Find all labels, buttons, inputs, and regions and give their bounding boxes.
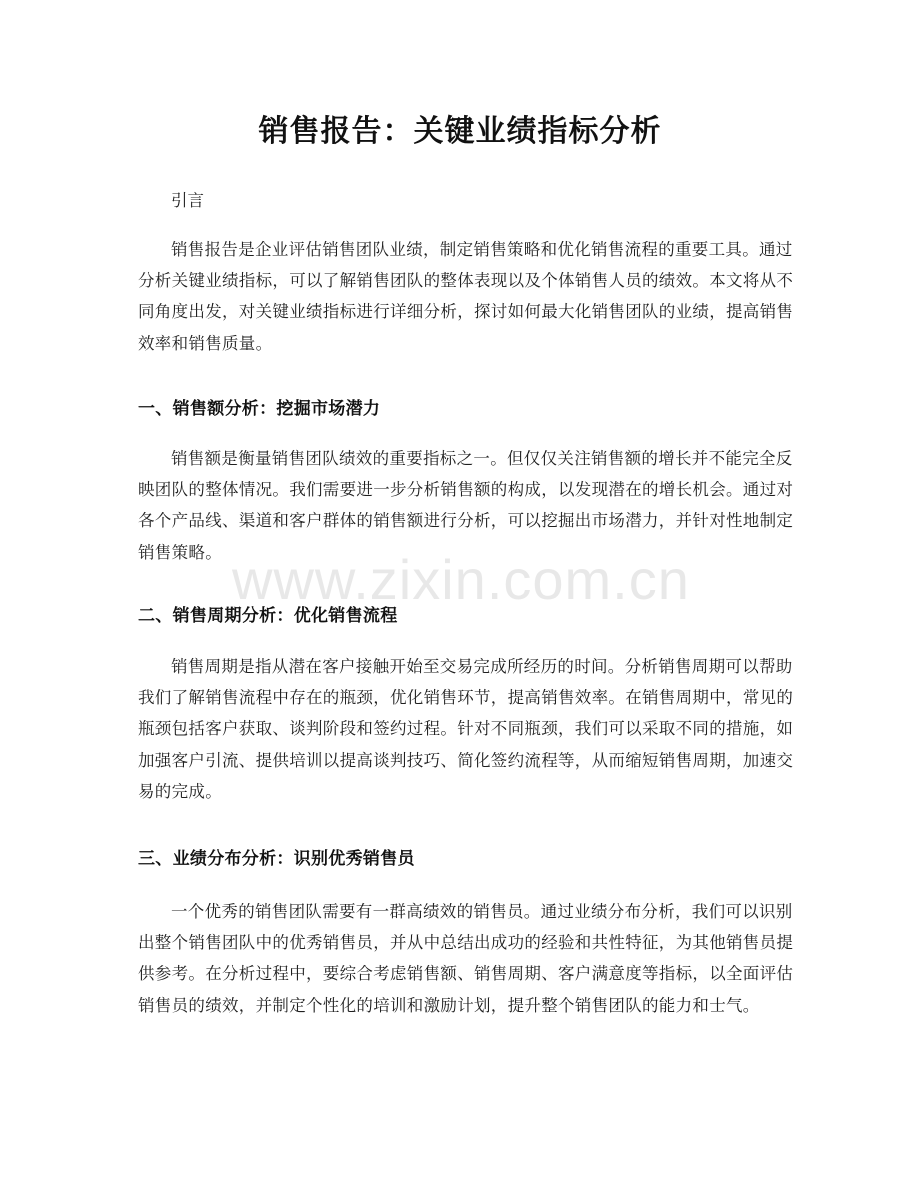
section-3-heading: 三、业绩分布分析：识别优秀销售员 [138,849,415,869]
section-1-heading: 一、销售额分析：挖掘市场潜力 [138,399,381,419]
document-title: 销售报告：关键业绩指标分析 [258,114,662,149]
watermark: www.zixin.com.cn [232,548,690,611]
section-2-heading: 二、销售周期分析：优化销售流程 [138,606,398,626]
section-3-paragraph: 一个优秀的销售团队需要有一群高绩效的销售员。通过业绩分布分析，我们可以识别出整个销售团队中的优秀销售员，并从中总结出成功的经验和共性特征，为其他销售员提供参考。在分析过程中，要综合考虑销售额、销售周期、客户满意度等指标，以全面评估销售员的绩效，并制定个性化的培训和激励计划，提升整个销售团队的能力和士气。 [138,902,794,1015]
section-1-paragraph: 销售额是衡量销售团队绩效的重要指标之一。但仅仅关注销售额的增长并不能完全反映团队的整体情况。我们需要进一步分析销售额的构成，以发现潜在的增长机会。通过对各个产品线、渠道和客户群体的销售额进行分析，可以挖掘出市场潜力，并针对性地制定销售策略。 [138,449,794,562]
section-2-paragraph: 销售周期是指从潜在客户接触开始至交易完成所经历的时间。分析销售周期可以帮助我们了解销售流程中存在的瓶颈，优化销售环节，提高销售效率。在销售周期中，常见的瓶颈包括客户获取、谈判阶段和签约过程。针对不同瓶颈，我们可以采取不同的措施，如加强客户引流、提供培训以提高谈判技巧、简化签约流程等，从而缩短销售周期，加速交易的完成。 [138,657,794,801]
intro-label: 引言 [171,191,204,210]
intro-paragraph: 销售报告是企业评估销售团队业绩，制定销售策略和优化销售流程的重要工具。通过分析关键业绩指标，可以了解销售团队的整体表现以及个体销售人员的绩效。本文将从不同角度出发，对关键业绩指标进行详细分析，探讨如何最大化销售团队的业绩，提高销售效率和销售质量。 [138,240,794,353]
